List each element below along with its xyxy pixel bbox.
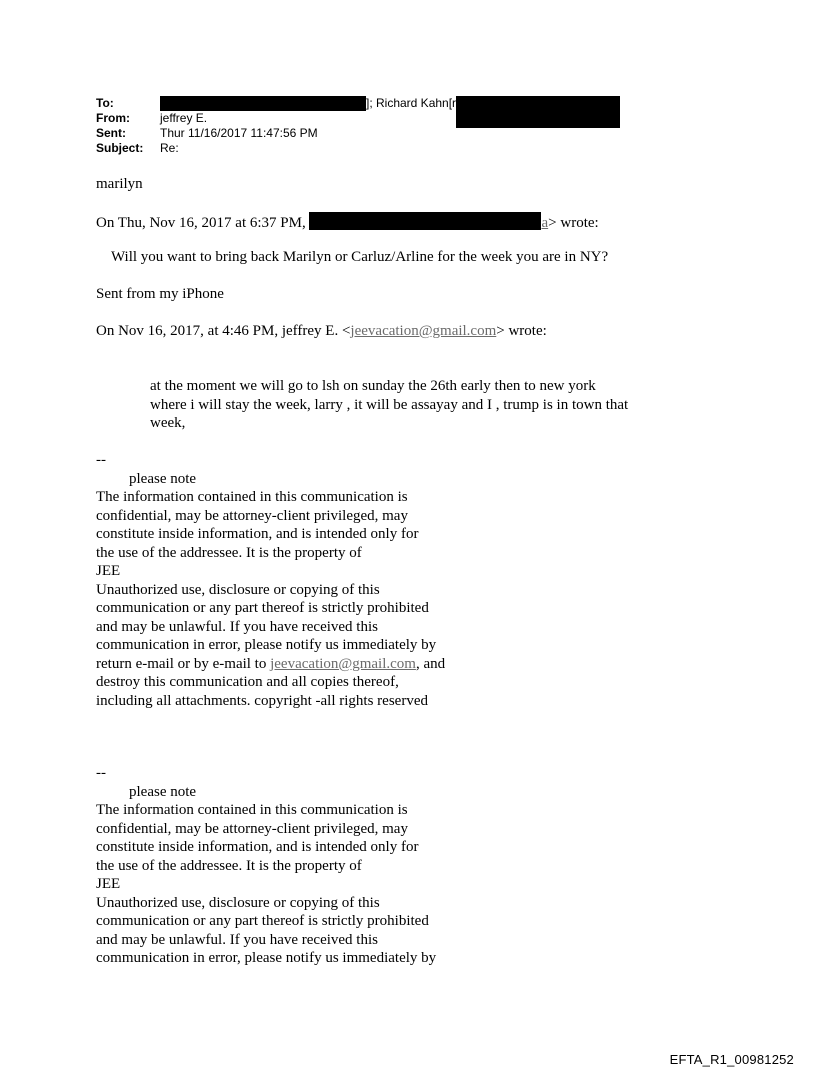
- message-line: at the moment we will go to lsh on sunday the 26th early then to new york: [150, 378, 596, 394]
- reply-text: marilyn: [96, 176, 143, 192]
- disclaimer-line: the use of the addressee. It is the property of: [96, 544, 362, 561]
- disclaimer-line: The information contained in this communication is: [96, 802, 408, 818]
- quote1-suffix: > wrote:: [548, 215, 599, 231]
- question-text: Will you want to bring back Marilyn or Carluz/Arline for the week you are in NY?: [111, 249, 609, 265]
- quote2-suffix: > wrote:: [496, 323, 547, 339]
- disclaimer-line: the use of the addressee. It is the property of: [96, 857, 362, 874]
- disclaimer-line: and may be unlawful. If you have received this: [96, 618, 378, 635]
- return-prefix: return e-mail or by e-mail to: [96, 655, 271, 672]
- quote2-email-link[interactable]: jeevacation@gmail.com: [350, 323, 497, 339]
- disclaimer-line: Unauthorized use, disclosure or copying of this: [96, 894, 380, 911]
- quote2-prefix: On Nov 16, 2017, at 4:46 PM, jeffrey E. <: [96, 323, 351, 339]
- disclaimer-line: and may be unlawful. If you have received this: [96, 931, 378, 948]
- disclaimer-2: [96, 764, 436, 968]
- quoted-message: [150, 377, 628, 433]
- disclaimer-line: communication or any part thereof is strictly prohibited: [96, 600, 429, 616]
- disclaimer-1: [96, 451, 445, 710]
- to-value: ]; Richard Kahn[r: [366, 96, 457, 110]
- disclaimer-line: communication or any part thereof is strictly prohibited: [96, 913, 429, 929]
- redaction-box: [160, 96, 366, 111]
- return-suffix: , and: [415, 655, 446, 672]
- disclaimer-line: including all attachments. copyright -all rights reserved: [96, 692, 428, 709]
- redaction-box: [456, 96, 620, 128]
- disclaimer-line: Unauthorized use, disclosure or copying of this: [96, 581, 380, 598]
- redaction-box: [309, 212, 541, 230]
- subject-label: Subject:: [96, 141, 144, 155]
- quote1-prefix: On Thu, Nov 16, 2017 at 6:37 PM,: [96, 215, 306, 231]
- sent-value: Thur 11/16/2017 11:47:56 PM: [160, 126, 318, 140]
- disclaimer-line: confidential, may be attorney-client privileged, may: [96, 507, 408, 524]
- document-id: EFTA_R1_00981252: [669, 1052, 794, 1067]
- quote1-attribution: [96, 212, 599, 232]
- disclaimer-line: JEE: [96, 876, 121, 892]
- please-note: please note: [129, 783, 197, 800]
- disclaimer-line: JEE: [96, 563, 121, 579]
- quote1-partial: a: [541, 215, 549, 231]
- disclaimer-email-link[interactable]: jeevacation@gmail.com: [270, 655, 416, 672]
- sent-from-text: Sent from my iPhone: [96, 286, 224, 302]
- disclaimer-line: communication in error, please notify us immediately by: [96, 637, 437, 653]
- disclaimer-line: destroy this communication and all copies thereof,: [96, 674, 399, 690]
- subject-value: Re:: [160, 141, 179, 155]
- quote2-attribution: [96, 322, 547, 340]
- disclaimer-line: constitute inside information, and is intended only for: [96, 839, 419, 855]
- signature-dashes: --: [96, 765, 106, 781]
- from-label: From:: [96, 111, 130, 125]
- please-note: please note: [129, 470, 197, 487]
- sent-label: Sent:: [96, 126, 126, 140]
- signature-dashes: --: [96, 452, 106, 468]
- message-line: where i will stay the week, larry , it will be assayay and I , trump is in town that: [150, 396, 629, 413]
- disclaimer-line: [96, 655, 445, 674]
- disclaimer-line: confidential, may be attorney-client privileged, may: [96, 820, 408, 837]
- from-value: jeffrey E.: [160, 111, 208, 125]
- to-label: To:: [96, 96, 114, 110]
- disclaimer-line: constitute inside information, and is intended only for: [96, 526, 419, 542]
- disclaimer-line: communication in error, please notify us immediately by: [96, 950, 437, 966]
- message-line: week,: [150, 415, 186, 431]
- disclaimer-line: The information contained in this communication is: [96, 489, 408, 505]
